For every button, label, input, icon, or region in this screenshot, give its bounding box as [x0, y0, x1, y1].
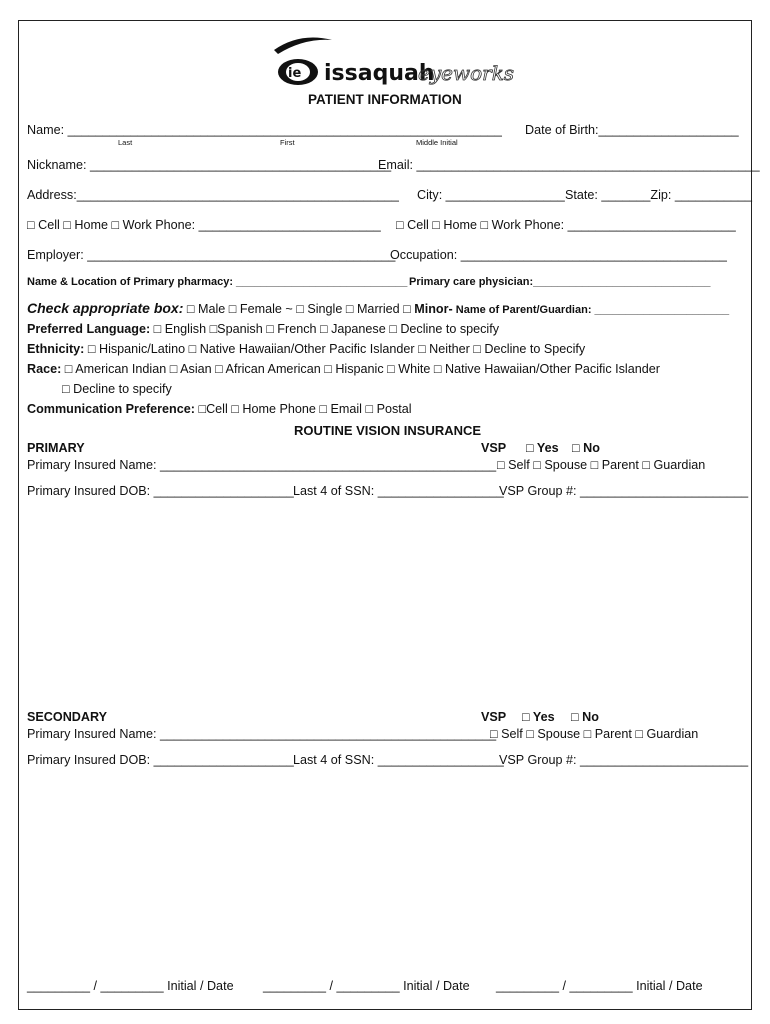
initial-date-2[interactable]: _________ / _________ Initial / Date [263, 979, 470, 993]
ethnicity-label: Ethnicity: [27, 342, 85, 356]
communication-label: Communication Preference: [27, 402, 195, 416]
language-label: Preferred Language: [27, 322, 151, 336]
sub-last-label: Last [118, 138, 133, 147]
name-field[interactable]: Name: ______________________________________________________________ [27, 123, 502, 137]
insurance-title: ROUTINE VISION INSURANCE [294, 423, 482, 438]
email-field[interactable]: Email: _________________________________________________ [378, 158, 760, 172]
state-zip-field[interactable]: State: _______Zip: ___________ [565, 188, 752, 202]
secondary-vsp-label: VSP [481, 710, 507, 724]
primary-insured-name-field[interactable]: Primary Insured Name: ________________________________________________ [27, 458, 497, 472]
race-options[interactable]: □ American Indian □ Asian □ African American □ Hispanic □ White □ Native Hawaiian/Other Pacific Islander [61, 362, 660, 376]
initial-date-1[interactable]: _________ / _________ Initial / Date [27, 979, 234, 993]
occupation-field[interactable]: Occupation: ______________________________________ [390, 248, 727, 262]
primary-insured-dob-field[interactable]: Primary Insured DOB: ____________________ [27, 484, 294, 498]
secondary-label: SECONDARY [27, 710, 108, 724]
issaquah-eyeworks-logo [272, 34, 515, 90]
form-title: PATIENT INFORMATION [308, 92, 462, 107]
minor-label: Minor- [414, 302, 453, 316]
communication-row [27, 402, 412, 417]
race-row [27, 362, 660, 377]
guardian-field[interactable]: Name of Parent/Guardian: ______________________ [452, 304, 730, 316]
primary-vsp-no[interactable]: □ No [572, 441, 600, 455]
status-row [27, 301, 729, 318]
phone-field-2[interactable]: □ Cell □ Home □ Work Phone: ________________________ [396, 218, 736, 232]
secondary-ssn-field[interactable]: Last 4 of SSN: __________________ [293, 753, 504, 767]
primary-label: PRIMARY [27, 441, 85, 455]
primary-ssn-field[interactable]: Last 4 of SSN: __________________ [293, 484, 504, 498]
language-options[interactable]: □ English □Spanish □ French □ Japanese □ Decline to specify [150, 322, 500, 336]
secondary-vsp-no[interactable]: □ No [571, 710, 599, 724]
phone-field-1[interactable]: □ Cell □ Home □ Work Phone: __________________________ [27, 218, 381, 232]
pharmacy-field[interactable]: Name & Location of Primary pharmacy: ____________________________ [27, 276, 408, 288]
language-row [27, 322, 499, 337]
logo-brand-right: eyeworks [418, 61, 515, 85]
nickname-field[interactable]: Nickname: ___________________________________________ [27, 158, 392, 172]
secondary-insured-name-field[interactable]: Primary Insured Name: ________________________________________________ [27, 727, 497, 741]
secondary-group-field[interactable]: VSP Group #: ________________________ [499, 753, 749, 767]
status-options[interactable]: □ Male □ Female ~ □ Single □ Married □ [183, 302, 415, 316]
race-label: Race: [27, 362, 62, 376]
race-decline-option[interactable]: □ Decline to specify [62, 382, 172, 396]
check-heading: Check appropriate box: [27, 300, 184, 316]
ethnicity-row [27, 342, 585, 357]
primary-vsp-label: VSP [481, 441, 507, 455]
sub-middle-label: Middle Initial [416, 138, 458, 147]
dob-field[interactable]: Date of Birth:____________________ [525, 123, 739, 137]
secondary-insured-dob-field[interactable]: Primary Insured DOB: ____________________ [27, 753, 294, 767]
sub-first-label: First [280, 138, 295, 147]
logo-brand-left: issaquah [324, 61, 435, 86]
primary-group-field[interactable]: VSP Group #: ________________________ [499, 484, 749, 498]
address-field[interactable]: Address:______________________________________________ [27, 188, 399, 202]
employer-field[interactable]: Employer: ____________________________________________ [27, 248, 396, 262]
physician-field[interactable]: Primary care physician:_____________________________ [409, 276, 711, 288]
secondary-relation-options[interactable]: □ Self □ Spouse □ Parent □ Guardian [490, 727, 699, 741]
secondary-vsp-yes[interactable]: □ Yes [522, 710, 555, 724]
primary-relation-options[interactable]: □ Self □ Spouse □ Parent □ Guardian [497, 458, 706, 472]
communication-options[interactable]: □Cell □ Home Phone □ Email □ Postal [194, 402, 412, 416]
primary-vsp-yes[interactable]: □ Yes [526, 441, 559, 455]
city-field[interactable]: City: _________________ [417, 188, 565, 202]
initial-date-3[interactable]: _________ / _________ Initial / Date [496, 979, 703, 993]
logo-mark: ie [288, 66, 302, 81]
logo-eye-icon [272, 34, 515, 90]
ethnicity-options[interactable]: □ Hispanic/Latino □ Native Hawaiian/Other Pacific Islander □ Neither □ Decline to Specify [84, 342, 586, 356]
